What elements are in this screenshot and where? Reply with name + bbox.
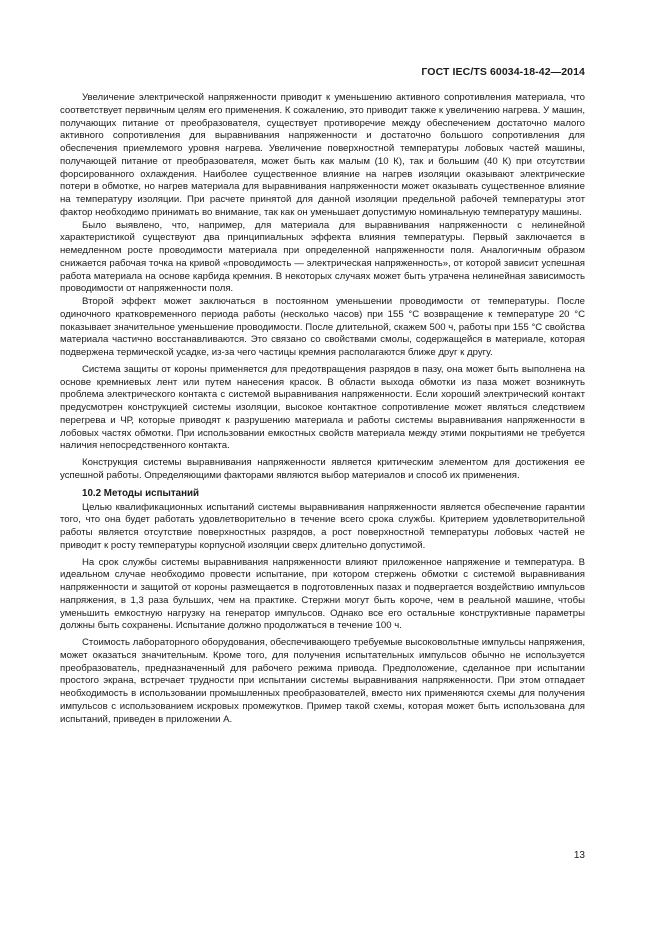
page-body bbox=[60, 92, 585, 726]
section-heading: 10.2 Методы испытаний bbox=[82, 487, 200, 499]
paragraph: Увеличение электрической напряженности приводит к уменьшению активного сопротивления материала, что соответствует первичным целям его применения. К сожалению, это приводит также к увеличению нагрева. У машин, получающих питание от преобразователя, существует противоречие между обеспечением достаточно малого активного сопротивления для выравнивания напряженности и достаточно большого сопротивления для обеспечения приемлемого уровня нагрева. Увеличение поверхностной температуры лобовых частей машины, получающей питание от преобразователя, может быть как малым (10 К), так и большим (40 К) при отсутствии форсированного охлаждения. Наиболее существенное влияние на нагрев изоляции оказывают электрические потери в обмотке, но нагрев материала для выравнивания напряженности может оказывать существенное влияние на температуру изоляции. При расчете принятой для данной изоляции предельной рабочей температуры этот фактор необходимо принимать во внимание, так как он уменьшает допустимую номинальную температуру машины. bbox=[60, 92, 585, 218]
paragraph: Было выявлено, что, например, для материала для выравнивания напряженности с нелинейной характеристикой существуют два принципиальных эффекта влияния температуры. Первый заключается в немедленном росте проводимости материала при определенной напряженности поля. Аналогичным образом снижается рабочая точка на кривой «проводимость — электрическая напряженность», от которой зависит успешная работа материала на основе карбида кремния. В некоторых случаях может быть утрачена нелинейная зависимость проводимости от напряженности поля. bbox=[60, 219, 585, 295]
paragraph: Целью квалификационных испытаний системы выравнивания напряженности является обеспечение гарантии того, что она будет работать удовлетворительно в течение всего срока службы. Критерием удовлетворительной работы является отсутствие поверхностных разрядов, а рост поверхностной температуры лобовых частей не приводит к росту температуры корпусной изоляции сверх длительно допустимой. bbox=[60, 501, 585, 551]
standard-header: ГОСТ IEC/TS 60034-18-42—2014 bbox=[421, 66, 585, 78]
page-number: 13 bbox=[573, 850, 585, 861]
paragraph: Конструкция системы выравнивания напряженности является критическим элементом для достижения ее успешной работы. Определяющими факторами являются выбор материалов и способ их применения. bbox=[60, 457, 585, 481]
paragraph: Второй эффект может заключаться в постоянном уменьшении проводимости от температуры. После одиночного кратковременного периода работы (несколько часов) при 155 °С возвращение к температуре 20 °С показывает значительное уменьшение проводимости. После длительной, скажем 500 ч, работы при 155 °С свойства материала частично восстанавливаются. Это связано со свойствами смолы, содержащейся в материале, которая подвержена термической усадке, из-за чего частицы кремния располагаются ближе друг к другу. bbox=[60, 296, 585, 358]
paragraph: Стоимость лабораторного оборудования, обеспечивающего требуемые высоковольтные импульсы напряжения, может оказаться значительным. Кроме того, для получения испытательных импульсов обычно не используется преобразователь, предназначенный для рабочего режима привода. Предположение, сделанное при испытании простого экрана, встречает трудности при испытании системы выравнивания напряженности. При этом отпадает необходимость в использовании промышленных преобразователей, вместо них применяются схемы для получения импульсов с использованием искровых промежутков. Пример такой схемы, которая может быть использована для испытаний, приведен в приложении А. bbox=[60, 637, 585, 725]
paragraph: Система защиты от короны применяется для предотвращения разрядов в пазу, она может быть выполнена на основе кремниевых лент или путем нанесения красок. В области выхода обмотки из паза может возникнуть проблема электрического контакта с системой выравнивания напряженности. Если хороший электрический контакт предусмотрен конструкцией системы изоляции, высокое контактное сопротивление может являться следствием перегрева и ЧР, которые приводят к разрушению материала и работы системы выравнивания напряженности в лобовых частях обмотки. При использовании емкостных свойств материала между этими покрытиями не требуется наличия непосредственного контакта. bbox=[60, 363, 585, 452]
paragraph: На срок службы системы выравнивания напряженности влияют приложенное напряжение и температура. В идеальном случае необходимо провести испытание, при котором стержень обмотки с системой выравнивания напряженности и защитой от короны размещается в подготовленных пазах и подвергается воздействию импульсов напряжения, в 1,3 раза бульших, чем на практике. Стержни могут быть короче, чем в реальной машине, чтобы уменьшить емкостную нагрузку на генератор импульсов. Однако все его остальные конструктивные параметры должны быть сохранены. Испытание должно продолжаться в течение 100 ч. bbox=[60, 556, 585, 632]
